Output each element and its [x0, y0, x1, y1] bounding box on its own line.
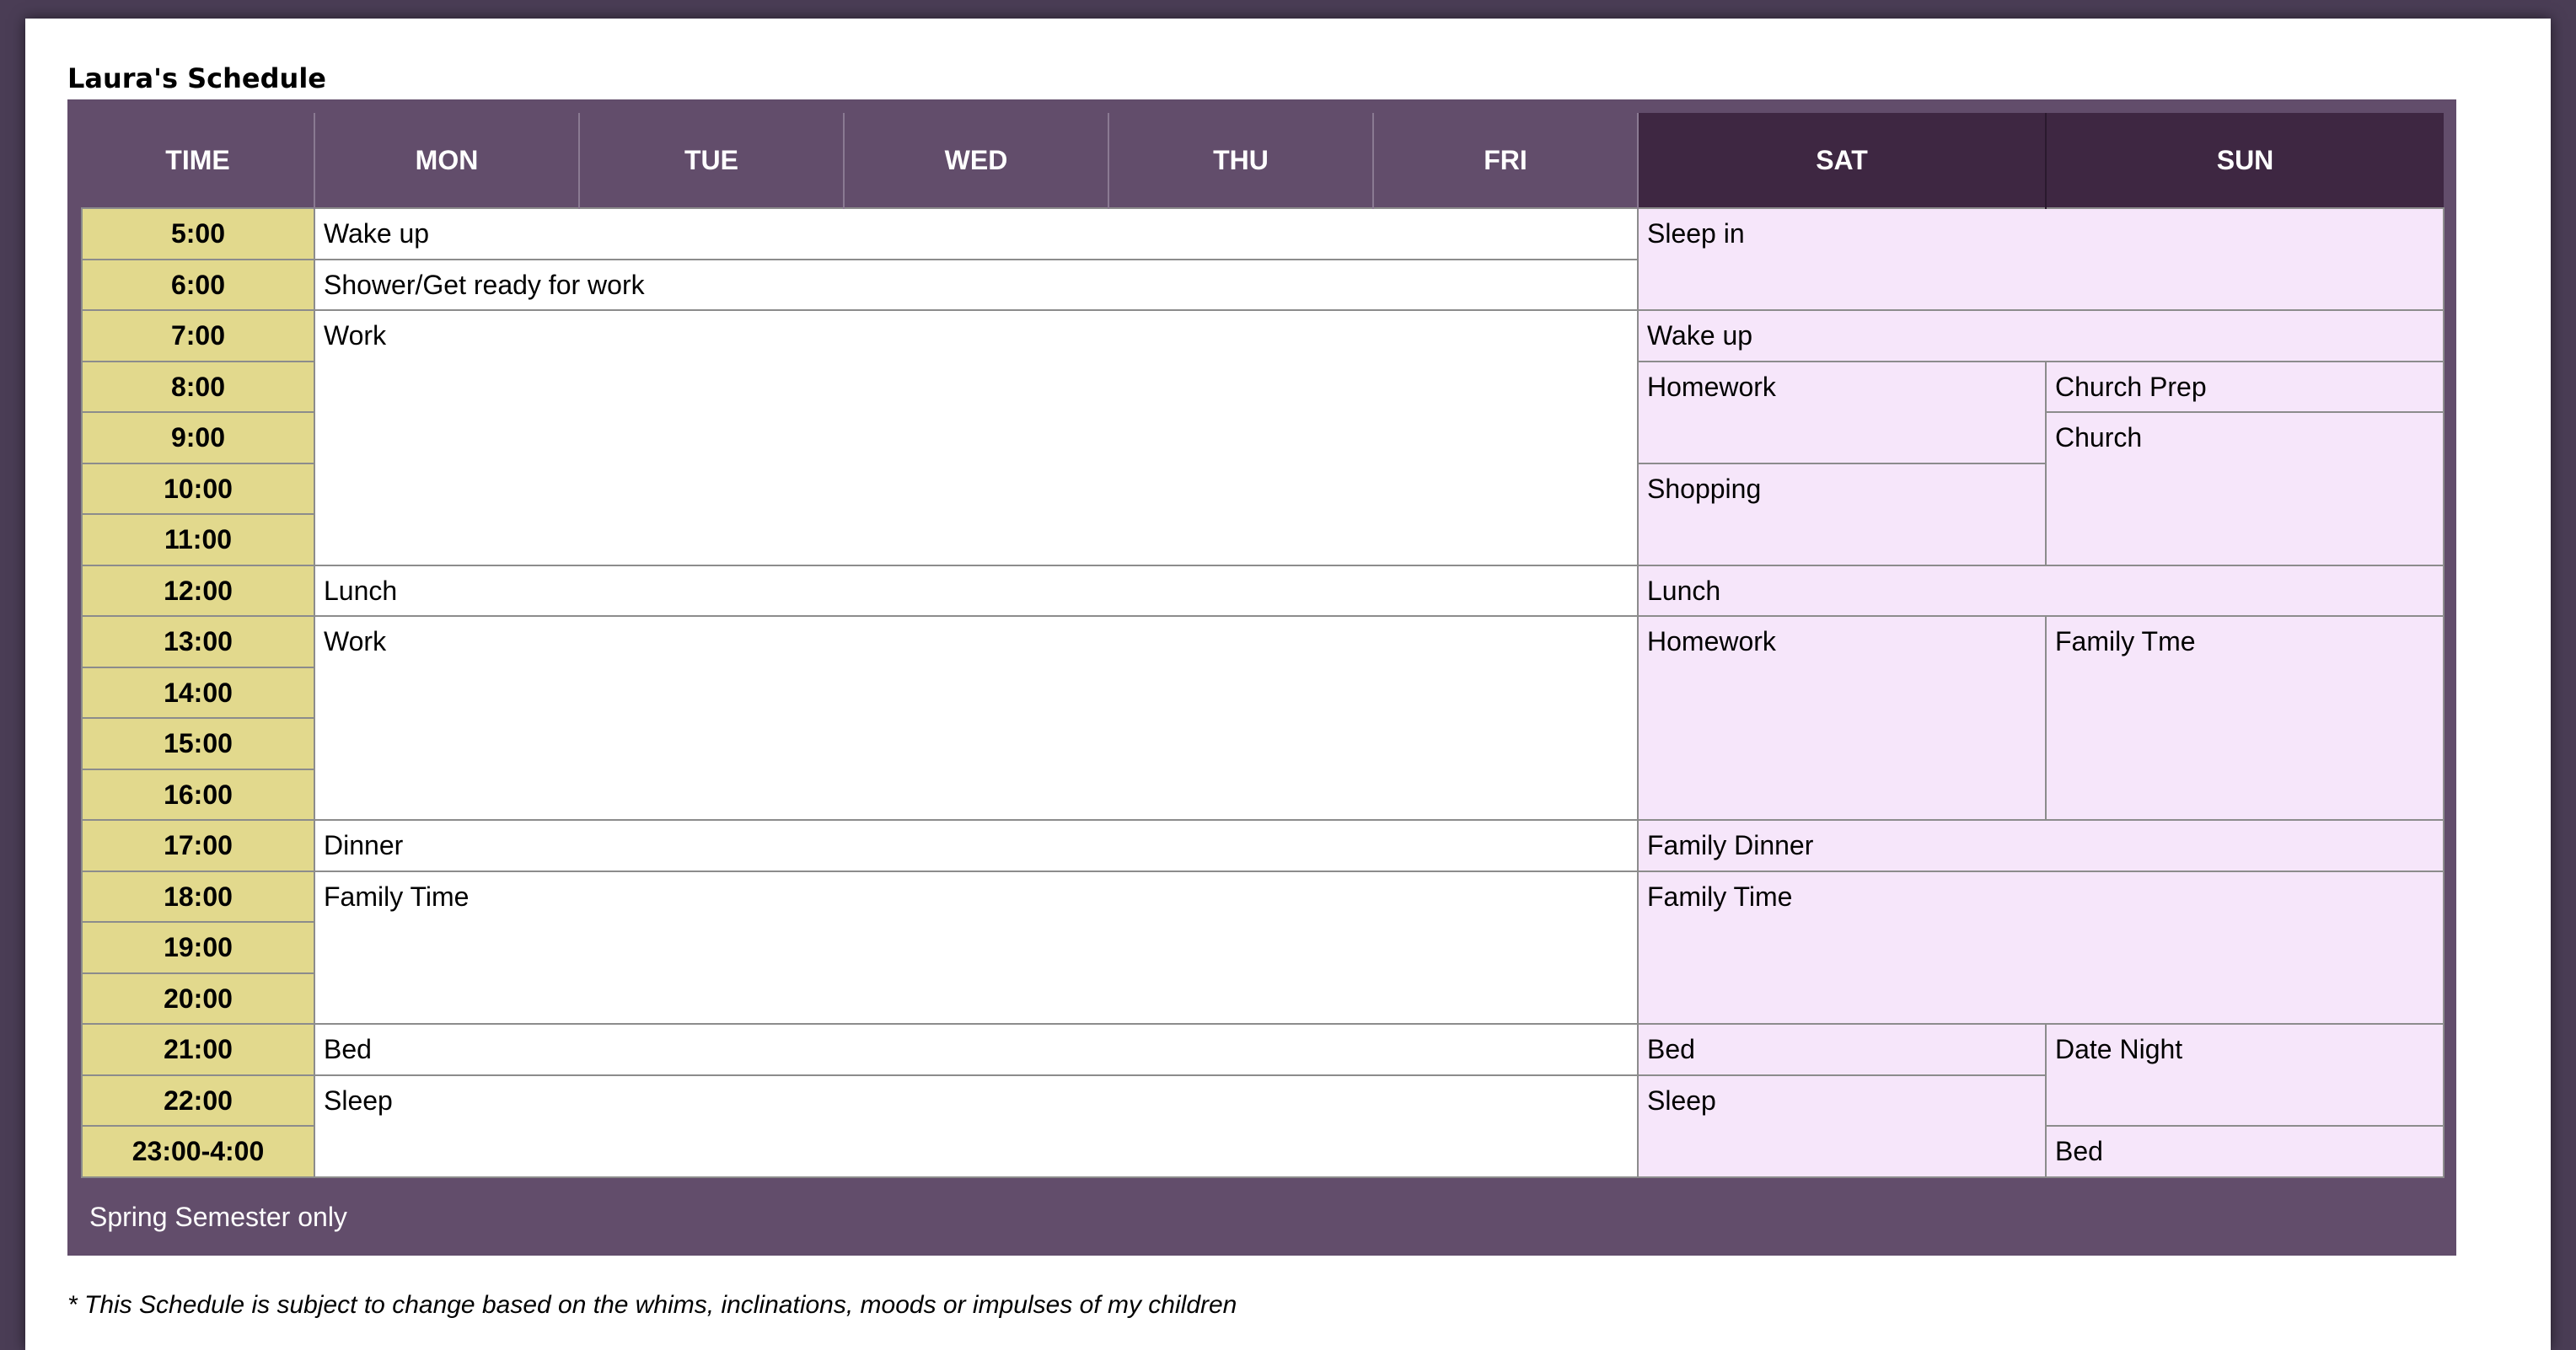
- time-cell: 18:00: [82, 871, 314, 923]
- footnote: Spring Semester only: [89, 1202, 347, 1232]
- weekday-lunch: Lunch: [314, 565, 1638, 617]
- weekday-dinner: Dinner: [314, 820, 1638, 871]
- weekday-family-time: Family Time: [314, 871, 1638, 1025]
- weekday-wake-up: Wake up: [314, 208, 1638, 260]
- time-cell: 11:00: [82, 514, 314, 565]
- schedule-table: [81, 113, 2445, 1178]
- weekend-wake-up: Wake up: [1638, 310, 2444, 362]
- table-row: [82, 208, 2444, 260]
- time-cell: 19:00: [82, 922, 314, 973]
- time-cell: 9:00: [82, 412, 314, 463]
- time-cell: 21:00: [82, 1024, 314, 1075]
- header-mon: MON: [314, 113, 579, 208]
- sun-family-time: Family Tme: [2046, 616, 2444, 820]
- table-row: [82, 871, 2444, 923]
- time-cell: 22:00: [82, 1075, 314, 1127]
- time-cell: 15:00: [82, 718, 314, 769]
- weekday-work-morning: Work: [314, 310, 1638, 565]
- time-cell: 8:00: [82, 362, 314, 413]
- header-tue: TUE: [579, 113, 844, 208]
- weekday-bed: Bed: [314, 1024, 1638, 1075]
- time-cell: 14:00: [82, 667, 314, 719]
- sat-homework-morning: Homework: [1638, 362, 2046, 463]
- time-cell: 5:00: [82, 208, 314, 260]
- header-sun: SUN: [2046, 113, 2444, 208]
- schedule-frame: [67, 99, 2456, 1256]
- table-row: [82, 820, 2444, 871]
- header-wed: WED: [844, 113, 1108, 208]
- table-row: [82, 310, 2444, 362]
- sat-shopping: Shopping: [1638, 463, 2046, 565]
- disclaimer: * This Schedule is subject to change based on the whims, inclinations, moods or impulses of my children: [67, 1291, 1237, 1319]
- time-cell: 17:00: [82, 820, 314, 871]
- time-cell: 7:00: [82, 310, 314, 362]
- weekend-family-time: Family Time: [1638, 871, 2444, 1025]
- header-fri: FRI: [1373, 113, 1638, 208]
- header-row: [82, 113, 2444, 208]
- time-cell: 20:00: [82, 973, 314, 1025]
- sat-bed: Bed: [1638, 1024, 2046, 1075]
- page-title: Laura's Schedule: [67, 62, 326, 94]
- table-row: [82, 616, 2444, 667]
- weekday-sleep: Sleep: [314, 1075, 1638, 1177]
- time-cell: 6:00: [82, 260, 314, 311]
- weekend-family-dinner: Family Dinner: [1638, 820, 2444, 871]
- weekday-shower: Shower/Get ready for work: [314, 260, 1638, 311]
- sun-bed: Bed: [2046, 1126, 2444, 1177]
- time-cell: 16:00: [82, 769, 314, 821]
- weekday-work-afternoon: Work: [314, 616, 1638, 820]
- header-thu: THU: [1108, 113, 1373, 208]
- header-sat: SAT: [1638, 113, 2046, 208]
- header-time: TIME: [82, 113, 314, 208]
- weekend-sleep-in: Sleep in: [1638, 208, 2444, 310]
- time-cell: 12:00: [82, 565, 314, 617]
- table-row: [82, 565, 2444, 617]
- sun-church: Church: [2046, 412, 2444, 565]
- sat-sleep: Sleep: [1638, 1075, 2046, 1177]
- weekend-lunch: Lunch: [1638, 565, 2444, 617]
- time-cell: 23:00-4:00: [82, 1126, 314, 1177]
- sat-homework-afternoon: Homework: [1638, 616, 2046, 820]
- table-row: [82, 1024, 2444, 1075]
- sun-church-prep: Church Prep: [2046, 362, 2444, 413]
- sun-date-night: Date Night: [2046, 1024, 2444, 1126]
- time-cell: 13:00: [82, 616, 314, 667]
- time-cell: 10:00: [82, 463, 314, 515]
